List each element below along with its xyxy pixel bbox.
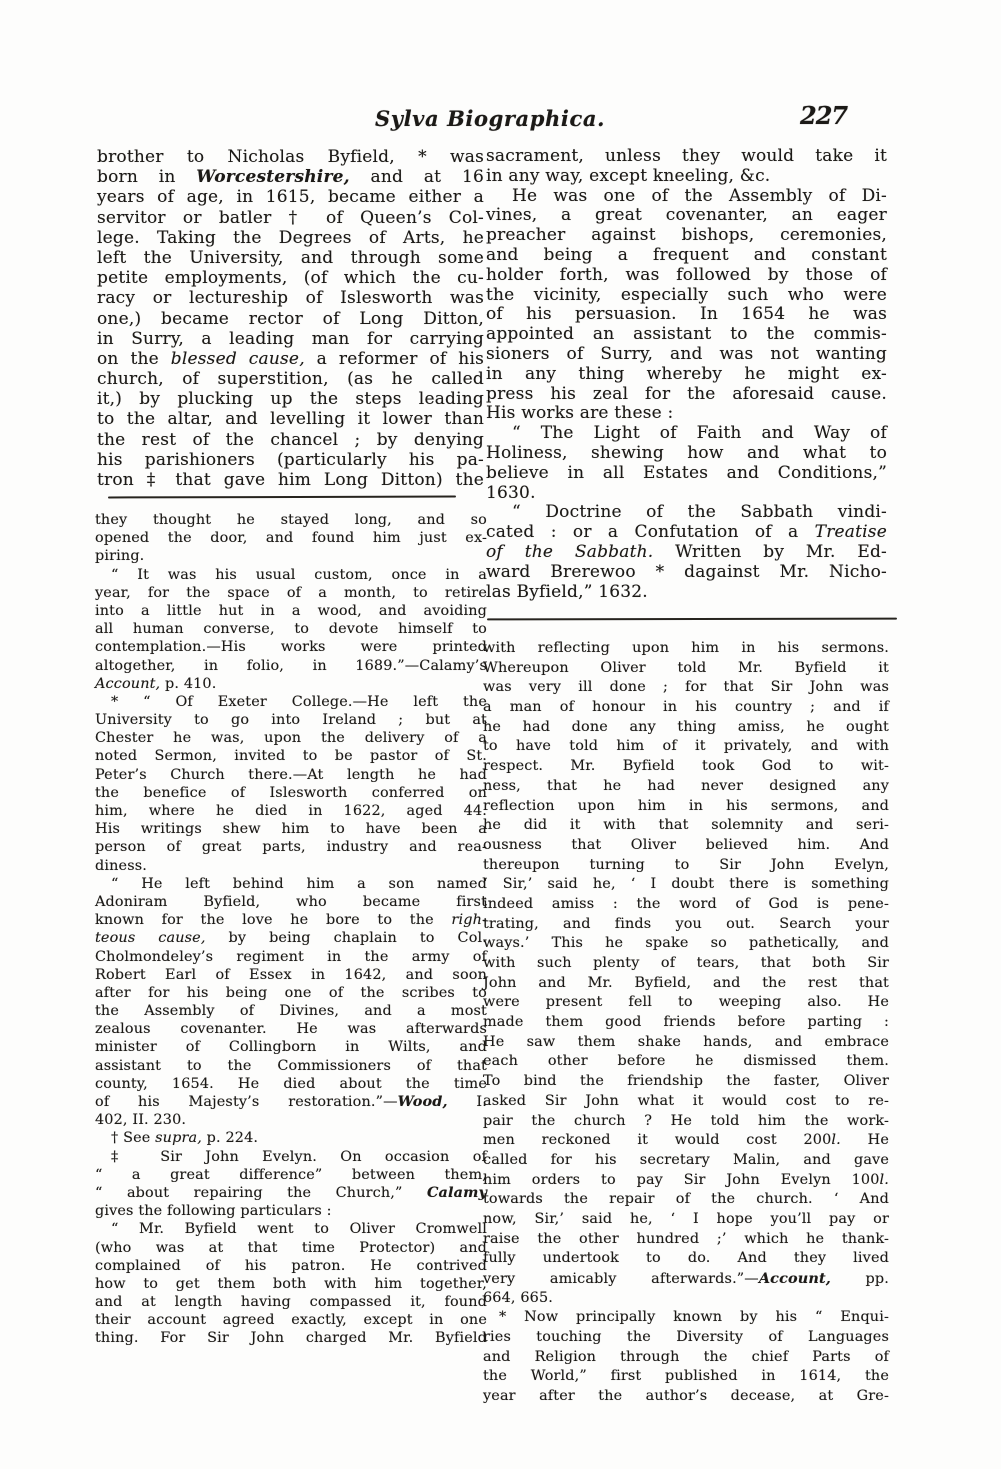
text-segment: his parishioners (particularly his pa- [97,449,484,470]
text-line [95,1329,487,1347]
text-line [486,484,887,504]
text-segment: petite employments, (of which the cu- [97,268,484,289]
text-line [95,784,487,802]
text-segment: to have told him of it privately, and with [483,738,889,755]
text-segment: Account, [758,1270,831,1287]
text-line [95,857,487,875]
text-line [97,167,484,187]
text-line [483,777,889,797]
text-segment: called for his secretary Malin, and gave [483,1151,889,1168]
text-segment: him, where he died in 1622, aged 44. [95,803,487,819]
text-line [483,797,889,817]
text-line [486,206,887,226]
text-segment: known for the love he bore to the [95,912,452,929]
text-segment: p. 224. [201,1130,259,1147]
text-segment: left the University, and through some [97,247,484,268]
text-line [483,1328,889,1348]
text-line [95,1311,487,1329]
text-segment: county, 1654. He died about the time [95,1075,487,1092]
text-segment: and Religion through the chief Parts of [483,1348,889,1365]
text-segment: Adoniram Byfield, who became first [95,893,487,910]
text-segment: “ about repairing the Church,” [95,1184,427,1201]
text-segment: gives the following particulars : [95,1203,332,1220]
text-segment: they thought he stayed long, and so [95,512,487,528]
text-segment: brother to Nicholas Byfield, * was [97,147,484,167]
text-line [483,1190,889,1210]
text-line [97,187,484,207]
text-segment: were present fell to weeping also. He [483,994,889,1011]
text-line [486,385,887,405]
text-segment: appointed an assistant to the commis- [486,324,887,345]
text-line [483,1348,889,1368]
text-line [97,349,484,369]
text-segment: teous cause, [95,930,206,947]
text-line [95,966,487,984]
text-segment: year, for the space of a month, to retire [95,584,487,601]
left-footnote-divider [108,496,456,499]
text-segment: very amicably afterwards.”— [483,1271,759,1287]
text-segment: trating, and finds you out. Search your [483,915,889,932]
text-segment: on the [97,348,171,369]
text-line [95,620,487,638]
text-segment: 664, 665. [483,1289,554,1306]
text-segment: of the Sabbath. [486,541,654,562]
text-line [95,693,487,711]
text-line [95,529,487,547]
text-line [483,659,889,679]
text-segment: “ He left behind him a son named [111,875,487,892]
text-line [486,286,887,306]
text-line [95,566,487,584]
text-line [486,583,887,603]
text-line [486,543,887,563]
text-segment: He [840,1132,889,1149]
text-line [95,547,487,565]
text-segment: one,) became rector of Long Ditton, [97,308,484,329]
text-segment: to the altar, and levelling it lower than [97,409,484,430]
text-segment: (who was at that time Protector) and [95,1239,487,1256]
text-segment: born in [97,167,197,188]
right-column-main-text [486,147,887,602]
text-segment: His writings shew him to have been a [95,821,487,838]
text-line [486,226,887,246]
text-line [95,1166,487,1184]
text-segment: assistant to the Commissioners of that [95,1057,487,1074]
text-line [486,305,887,325]
text-segment: a reformer of his [304,348,485,369]
left-column-footnotes [95,511,487,1348]
text-line [97,430,484,450]
text-segment: in any way, except kneeling, &c. [486,165,771,186]
text-line [95,1275,487,1293]
text-line [95,1202,487,1220]
text-segment: Robert Earl of Essex in 1642, and soon [95,966,487,983]
text-segment: preacher against bishops, ceremonies, [486,225,887,246]
text-segment: zealous covenanter. He was afterwards [95,1021,487,1038]
text-segment: University to go into Ireland ; but at [95,712,487,729]
text-segment: l. [879,1171,889,1188]
text-line [483,1387,889,1407]
left-column-main-text [97,147,484,490]
text-segment: minister of Collingborn in Wilts, and [95,1039,487,1056]
text-line [483,915,889,935]
text-segment: cated : or a Confutation of a [486,522,815,543]
text-line [483,1131,889,1151]
text-line [95,584,487,602]
text-line [483,1072,889,1092]
text-segment: vines, a great covenanter, an eager [486,205,887,226]
text-segment: piring. [95,548,145,565]
text-segment: Holiness, shewing how and what to [486,442,887,463]
text-segment: year after the author’s decease, at Gre- [483,1388,889,1405]
text-line [95,675,487,693]
text-segment: pp. [830,1271,889,1287]
text-line [95,820,487,838]
text-segment: Calamy [426,1183,487,1201]
text-segment: church, of superstition, (as he called [97,369,484,390]
right-column-footnotes [483,639,889,1407]
text-line [483,1052,889,1072]
text-line [95,1184,487,1202]
text-line [97,248,484,268]
text-line [95,711,487,729]
text-line [95,638,487,656]
text-line [483,737,889,757]
text-line [486,266,887,286]
text-line [95,729,487,747]
text-line [483,993,889,1013]
text-segment: His works are these : [486,403,674,424]
text-segment: asked Sir John what it would cost to re- [483,1092,889,1109]
text-segment: racy or lectureship of Islesworth was [97,288,484,309]
text-line [95,1111,487,1129]
text-segment: ousness that Oliver believed him. And [483,836,889,853]
text-line [483,698,889,718]
text-segment: “ Mr. Byfield went to Oliver Cromwell [111,1221,487,1238]
text-line [95,1129,487,1147]
text-segment: by being chaplain to Col. [205,930,487,947]
text-line [97,147,484,167]
text-segment: he did it with that solemnity and seri- [483,817,889,834]
text-line [483,1269,889,1289]
text-segment: respect. Mr. Byfield took God to wit- [483,758,889,775]
text-segment: after for his being one of the scribes to [95,984,487,1001]
text-segment: was very ill done ; for that Sir John was [483,679,889,696]
text-line [483,678,889,698]
text-line [486,523,887,543]
text-segment: Whereupon Oliver told Mr. Byfield it [483,659,889,676]
text-segment: in any thing whereby he might ex- [486,363,887,384]
page-number: 227 [800,101,848,130]
text-segment: ward Brerewoo * dagainst Mr. Nicho- [486,561,887,582]
text-line [483,934,889,954]
text-segment: l. [831,1132,841,1149]
text-line [95,1075,487,1093]
text-line [486,325,887,345]
text-segment: p. 410. [160,675,217,692]
text-line [95,1239,487,1257]
text-line [483,639,889,659]
text-line [486,444,887,464]
text-segment: ‡ Sir John Evelyn. On occasion of [111,1148,487,1165]
text-segment: ways.’ This he spake so pathetically, and [483,935,889,952]
text-line [97,470,484,490]
text-line [97,228,484,248]
text-segment: † See [111,1130,156,1147]
text-segment: Worcestershire, [196,167,350,188]
text-line [97,268,484,288]
text-segment: lege. Taking the Degrees of Arts, he [97,227,484,248]
text-segment: made them good friends before parting : [483,1014,889,1031]
text-segment: 1630. [486,482,536,503]
text-line [95,1002,487,1020]
text-line [95,838,487,856]
text-line [95,602,487,620]
text-line [486,187,887,207]
text-line [486,167,887,187]
text-segment: the Assembly of Divines, and a most [95,1003,487,1020]
text-segment: now, Sir,’ said he, ‘ I hope you’ll pay or [483,1210,889,1227]
text-segment: him orders to pay Sir John Evelyn 100 [483,1171,880,1188]
text-segment: their account agreed exactly, except in one [95,1312,487,1329]
text-line [483,816,889,836]
text-line [95,1038,487,1056]
text-segment: with such plenty of tears, that both Sir [483,955,889,971]
text-segment: the benefice of Islesworth conferred on [95,784,487,801]
text-segment: thereupon turning to Sir John Evelyn, [483,856,889,873]
text-segment: it,) by plucking up the steps leading [97,389,484,410]
text-segment: “ The Light of Faith and Way of [512,423,887,444]
text-line [95,1020,487,1038]
text-segment: sioners of Surry, and was not wanting [486,343,887,364]
text-line [97,208,484,228]
text-segment: “ a great difference” between them, [95,1166,487,1183]
text-segment: years of age, in 1615, became either a [97,187,484,208]
text-segment: of his persuasion. In 1654 he was [486,304,887,325]
text-line [483,974,889,994]
text-line [483,1308,889,1328]
text-segment: ‘ Sir,’ said he, ‘ I doubt there is something [483,876,889,893]
text-segment: altogether, in folio, in 1689.”—Calamy’s [95,657,487,674]
text-segment: To bind the friendship the faster, Oliver [483,1073,889,1090]
text-line [95,893,487,911]
text-segment: tron ‡ that gave him Long Ditton) the [97,470,484,490]
text-segment: I. [447,1094,487,1110]
text-segment: Chester he was, upon the delivery of a [95,730,487,747]
text-line [95,911,487,929]
text-segment: “ It was his usual custom, once in a [111,566,487,583]
text-line [483,1230,889,1250]
text-segment: the World,” first published in 1614, the [483,1368,889,1385]
text-line [483,836,889,856]
text-segment: reflection upon him in his sermons, and [483,797,889,814]
text-segment: fully undertook to do. And they lived [483,1250,889,1267]
text-segment: He saw them shake hands, and embrace [483,1033,889,1050]
text-line [97,369,484,389]
text-line [95,1293,487,1311]
text-line [95,747,487,765]
text-line [95,1148,487,1166]
text-line [97,329,484,349]
text-line [483,954,889,974]
text-line [486,464,887,484]
text-segment: Treatise [814,522,887,543]
text-line [483,1210,889,1230]
text-segment: each other before he dismissed them. [483,1053,889,1070]
text-segment: ness, that he had never designed any [483,777,889,794]
text-line [483,1249,889,1269]
text-segment: ries touching the Diversity of Languages [483,1329,889,1346]
text-segment: towards the repair of the church. ‘ And [483,1191,889,1208]
text-line [483,1013,889,1033]
text-segment: in Surry, a leading man for carrying [97,328,484,349]
text-line [95,929,487,947]
text-line [486,503,887,523]
text-segment: holder forth, was followed by those of [486,264,887,285]
text-segment: how to get them both with him together, [95,1275,487,1292]
text-segment: contemplation.—His works were printed [95,639,487,656]
text-line [486,365,887,385]
text-line [486,563,887,583]
text-segment: into a little hut in a wood, and avoiding [95,602,487,619]
text-line [483,1171,889,1191]
text-segment: las Byfield,” 1632. [486,581,648,602]
text-segment: the vicinity, especially such who were [486,284,887,305]
text-segment: “ Doctrine of the Sabbath vindi- [512,502,887,523]
text-line [95,1220,487,1238]
text-segment: servitor or batler † of Queen’s Col- [97,207,484,228]
text-segment: press his zeal for the aforesaid cause. [486,383,887,404]
text-segment: * Now principally known by his “ Enqui- [499,1309,889,1326]
text-line [486,345,887,365]
text-segment: John and Mr. Byfield, and the rest that [483,974,889,991]
text-line [483,856,889,876]
text-segment: He was one of the Assembly of Di- [512,185,887,206]
text-segment: noted Sermon, invited to be pastor of St. [95,748,487,765]
text-line [95,875,487,893]
text-line [486,147,887,167]
text-segment: Written by Mr. Ed- [653,541,887,562]
text-segment: * “ Of Exeter College.—He left the [111,693,487,710]
text-line [95,984,487,1002]
text-segment: raise the other hundred ;’ which he thank- [483,1230,889,1247]
text-line [97,450,484,470]
text-line [483,1289,889,1309]
text-line [95,802,487,820]
right-footnote-divider [487,618,897,621]
text-line [483,757,889,777]
text-line [97,409,484,429]
text-line [95,948,487,966]
text-segment: diness. [95,857,147,874]
text-segment: a man of honour in his country ; and if [483,699,889,716]
text-line [97,389,484,409]
text-segment: 402, II. 230. [95,1112,187,1129]
text-segment: he had done any thing amiss, he ought [483,718,889,735]
text-line [95,766,487,784]
text-segment: person of great parts, industry and rea- [95,839,487,856]
text-segment: Wood, [397,1093,448,1110]
text-line [483,1151,889,1171]
text-line [97,309,484,329]
text-segment: blessed cause, [170,348,305,369]
text-segment: sacrament, unless they would take it [486,146,887,166]
text-line [483,1367,889,1387]
text-segment: Account, [95,675,161,692]
text-segment: believe in all Estates and Conditions,” [486,462,887,483]
text-segment: and at 16 [349,167,484,188]
text-segment: complained of his patron. He contrived [95,1257,487,1274]
text-segment: Cholmondeley’s regiment in the army of [95,948,487,965]
text-line [483,1092,889,1112]
text-segment: indeed amiss : the word of God is pene- [483,895,889,912]
text-segment: all human converse, to devote himself to [95,621,487,638]
text-line [97,288,484,308]
text-segment: men reckoned it would cost 200 [483,1132,832,1149]
text-line [95,1057,487,1075]
text-line [483,895,889,915]
text-line [95,511,487,529]
text-line [483,1033,889,1053]
text-segment: opened the door, and found him just ex- [95,530,487,547]
text-line [483,1112,889,1132]
text-line [95,657,487,675]
text-line [483,875,889,895]
text-segment: thing. For Sir John charged Mr. Byfield [95,1330,487,1347]
text-line [486,424,887,444]
text-segment: Peter’s Church there.—At length he had [95,766,487,783]
text-line [95,1093,487,1111]
text-segment: supra, [155,1130,202,1147]
text-segment: with reflecting upon him in his sermons. [483,640,889,656]
text-segment: and being a frequent and constant [486,244,887,265]
text-segment: of his Majesty’s restoration.”— [95,1094,398,1110]
text-segment: the rest of the chancel ; by denying [97,429,484,450]
text-segment: righ- [451,912,487,929]
text-segment: pair the church ? He told him the work- [483,1112,889,1129]
text-line [486,246,887,266]
text-line [95,1257,487,1275]
text-line [483,718,889,738]
text-segment: and at length having compassed it, found [95,1294,487,1311]
running-title: Sylva Biographica. [375,106,605,131]
text-line [486,404,887,424]
